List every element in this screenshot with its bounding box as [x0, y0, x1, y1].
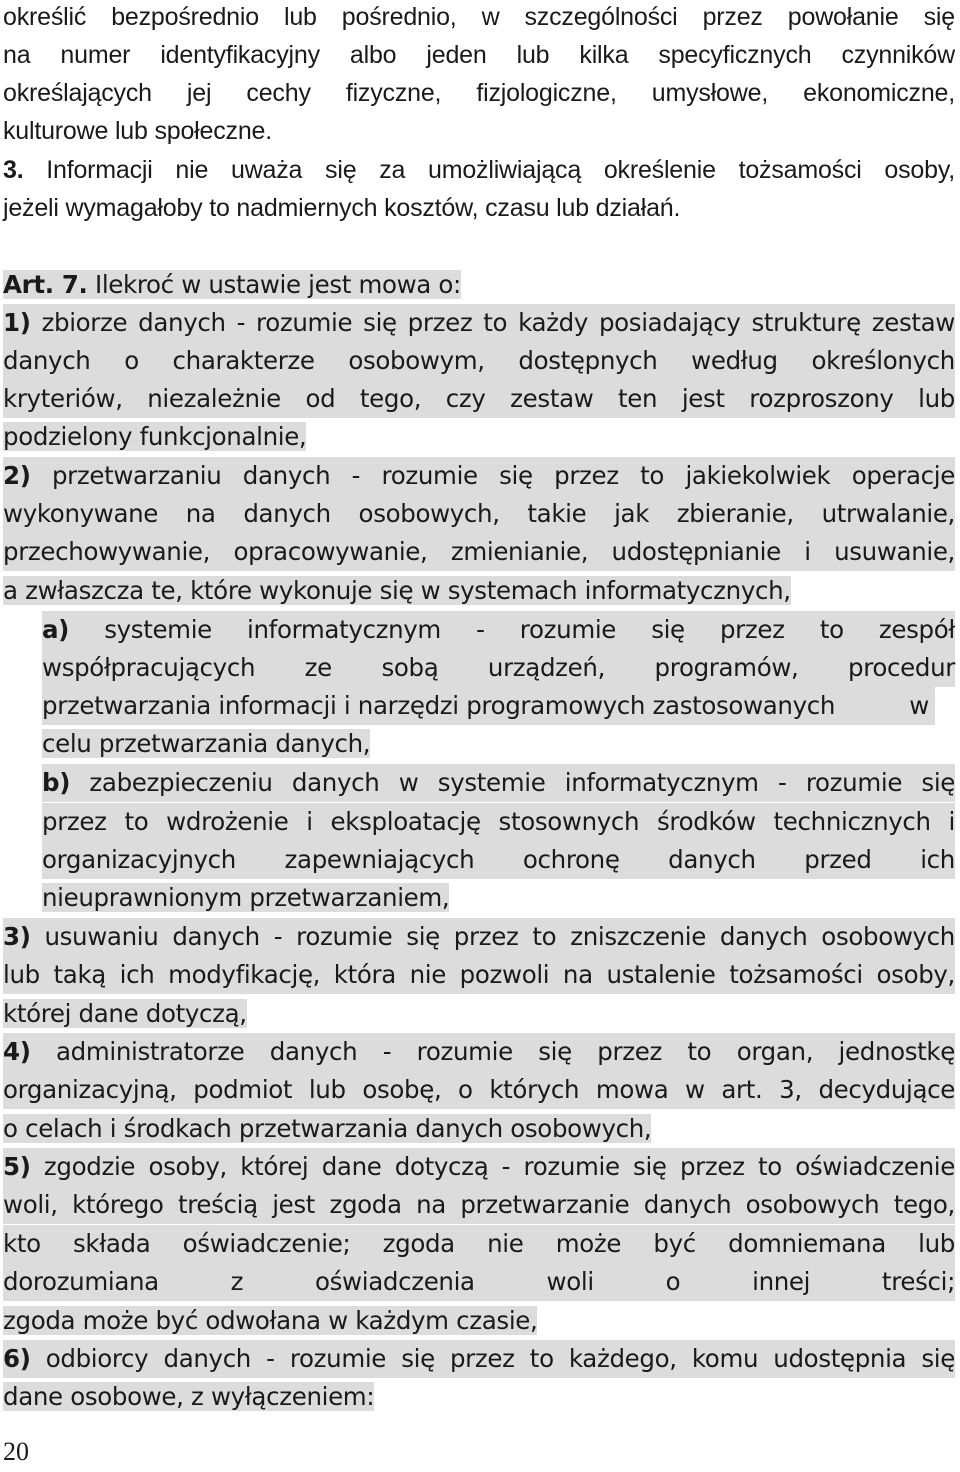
definition-line: podzielony funkcjonalnie, [3, 422, 307, 451]
definition-line: wykonywane na danych osobowych, takie jak zbieranie, utrwalanie, [3, 495, 955, 533]
definition-line: woli, którego treścią jest zgoda na przetwarzanie danych osobowych tego, [3, 1186, 955, 1224]
paragraph-line: jeżeli wymagałoby to nadmiernych kosztów, czasu lub działań. [3, 194, 681, 222]
page-number: 20 [3, 1437, 29, 1466]
definition-item-4: 4) administratorze danych - rozumie się przez to organ, jednostkę [3, 1033, 955, 1071]
definition-line: kryteriów, niezależnie od tego, czy zestaw ten jest rozproszony lub [3, 380, 955, 418]
article-number: Art. 7. [3, 270, 88, 299]
definition-line: lub taką ich modyfikację, która nie pozwoli na ustalenie tożsamości osoby, [3, 956, 955, 994]
definition-line: kto składa oświadczenie; zgoda nie może być domniemana lub [3, 1225, 955, 1263]
definition-line: przechowywanie, opracowywanie, zmienianie, udostępnianie i usuwanie, [3, 533, 955, 571]
definition-line: przez to wdrożenie i eksploatację stosownych środków technicznych i [42, 803, 955, 841]
definition-item-6: 6) odbiorcy danych - rozumie się przez to każdego, komu udostępnia się [3, 1340, 955, 1378]
definition-line: a zwłaszcza te, które wykonuje się w systemach informatycznych, [3, 576, 791, 605]
sub-item-a: a) systemie informatycznym - rozumie się przez to zespół [42, 611, 955, 649]
definition-line: przetwarzania informacji i narzędzi programowych zastosowanych w [42, 687, 935, 725]
definition-item-3: 3) usuwaniu danych - rozumie się przez to zniszczenie danych osobowych [3, 918, 955, 956]
definition-item-2: 2) przetwarzaniu danych - rozumie się przez to jakiekolwiek operacje [3, 457, 955, 495]
definition-line: celu przetwarzania danych, [42, 729, 371, 758]
paragraph-line: na numer identyfikacyjny albo jeden lub kilka specyficznych czynników [3, 41, 955, 69]
definition-line: współpracujących ze sobą urządzeń, programów, procedur [42, 649, 955, 687]
definition-line: danych o charakterze osobowym, dostępnych według określonych [3, 342, 955, 380]
definition-line: dorozumiana z oświadczenia woli o innej treści; [3, 1263, 955, 1301]
definition-line: organizacyjnych zapewniających ochronę danych przed ich [42, 841, 955, 879]
point-number: 3. [3, 156, 24, 184]
article-intro: Ilekroć w ustawie jest mowa o: [94, 270, 461, 299]
point-3: 3. Informacji nie uważa się za umożliwiającą określenie tożsamości osoby, [3, 156, 956, 184]
definition-item-5: 5) zgodzie osoby, której dane dotyczą - rozumie się przez to oświadczenie [3, 1148, 955, 1186]
article-heading [3, 266, 461, 304]
definition-line: o celach i środkach przetwarzania danych osobowych, [3, 1114, 652, 1143]
definition-line: zgoda może być odwołana w każdym czasie, [3, 1306, 538, 1335]
paragraph-line: kulturowe lub społeczne. [3, 117, 272, 145]
definition-line: dane osobowe, z wyłączeniem: [3, 1382, 375, 1411]
definition-line: nieuprawnionym przetwarzaniem, [42, 883, 450, 912]
sub-item-b: b) zabezpieczeniu danych w systemie informatycznym - rozumie się [42, 764, 955, 802]
paragraph-line: określić bezpośrednio lub pośrednio, w szczególności przez powołanie się [3, 3, 955, 31]
definition-line: organizacyjną, podmiot lub osobę, o których mowa w art. 3, decydujące [3, 1071, 955, 1109]
paragraph-line: określających jej cechy fizyczne, fizjologiczne, umysłowe, ekonomiczne, [3, 79, 955, 107]
definition-item-1: 1) zbiorze danych - rozumie się przez to każdy posiadający strukturę zestaw [3, 304, 955, 342]
definition-line: której dane dotyczą, [3, 999, 247, 1028]
